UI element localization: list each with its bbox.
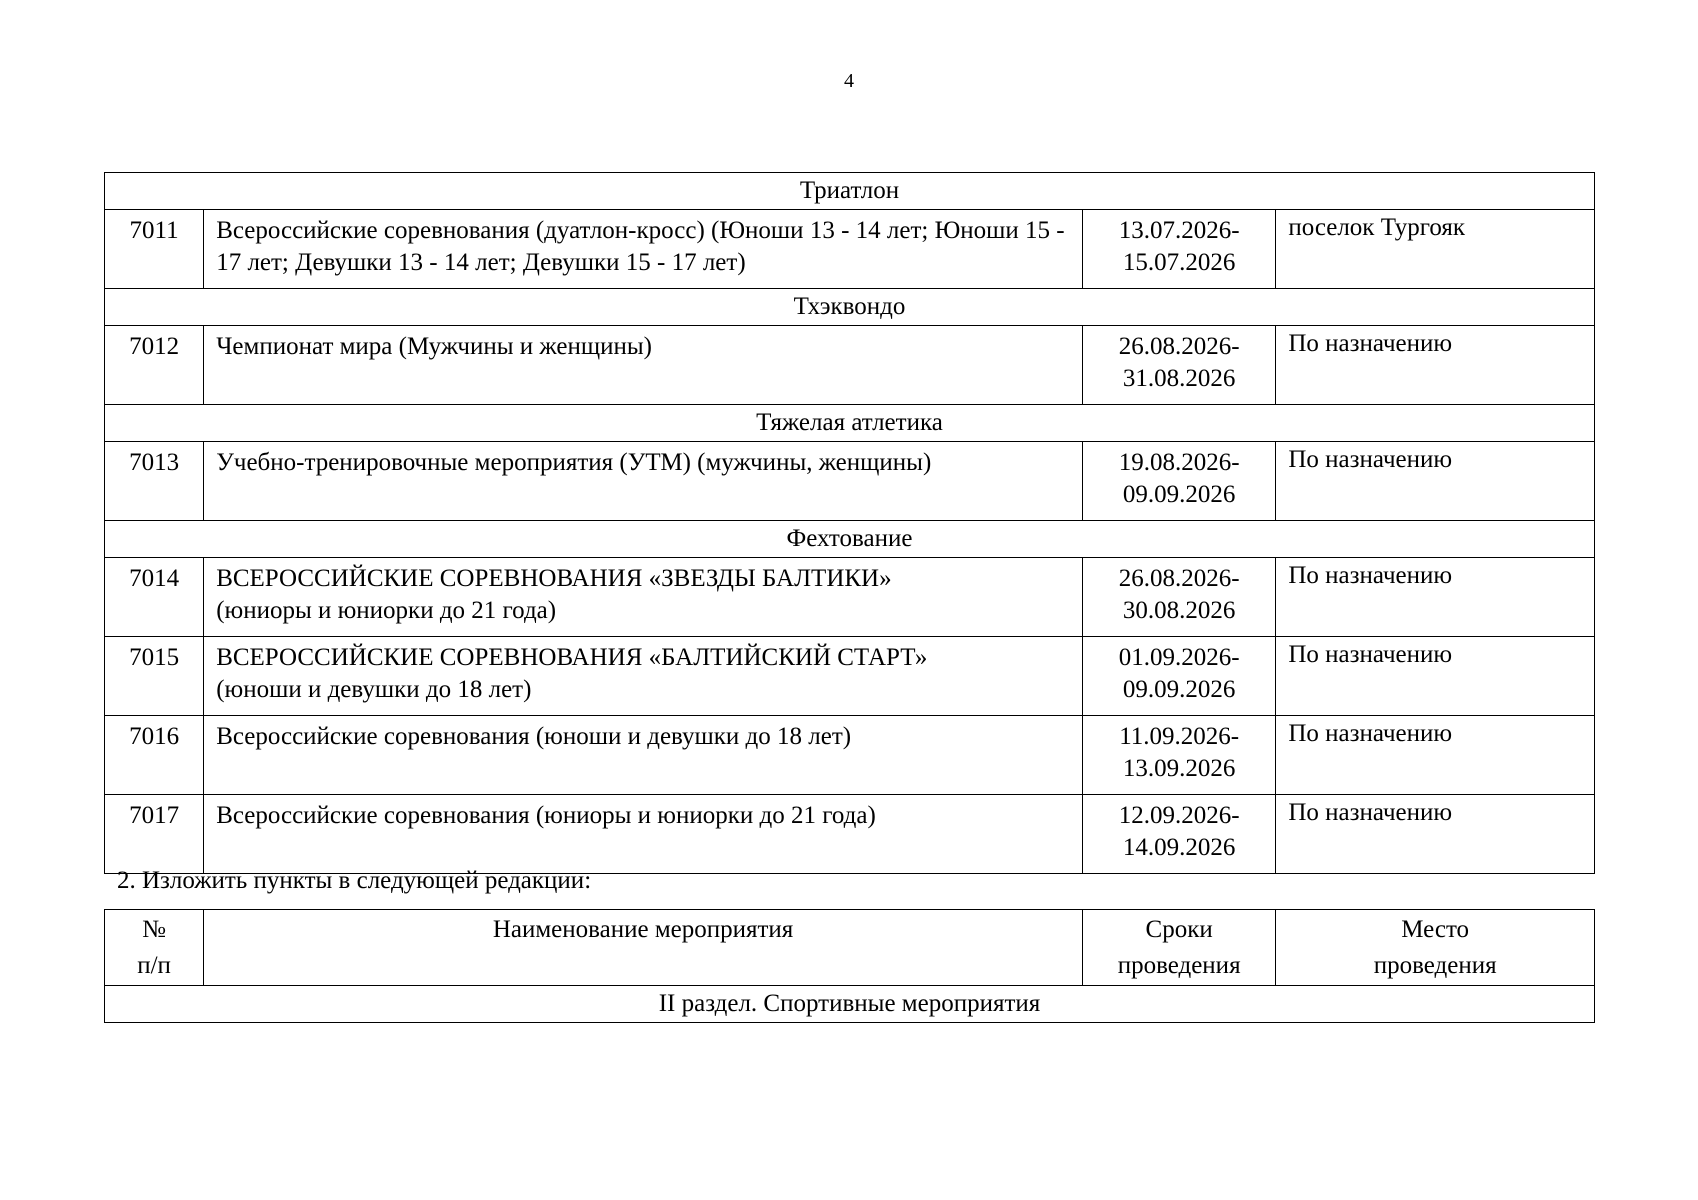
- event-name-category: (юниоры и юниорки до 21 года): [216, 597, 557, 624]
- event-place: По назначению: [1276, 558, 1595, 637]
- header-name: Наименование мероприятия: [204, 910, 1083, 986]
- date-to: 09.09.2026: [1122, 481, 1236, 508]
- event-name: Чемпионат мира (Мужчины и женщины): [204, 326, 1083, 405]
- section-row-taekwondo: [105, 289, 1595, 326]
- event-number: 7012: [105, 326, 204, 405]
- event-dates: [1082, 326, 1275, 405]
- event-name: Учебно-тренировочные мероприятия (УТМ) (мужчины, женщины): [204, 442, 1083, 521]
- table-row: [105, 210, 1595, 289]
- event-number: 7013: [105, 442, 204, 521]
- header-place: [1276, 910, 1595, 986]
- events-table: [104, 172, 1595, 874]
- table-row: [105, 637, 1595, 716]
- section-title: Триатлон: [105, 173, 1595, 210]
- date-to: 30.08.2026: [1122, 597, 1236, 624]
- header-place-line2: проведения: [1373, 951, 1497, 979]
- date-to: 09.09.2026: [1122, 676, 1236, 703]
- event-name: [204, 637, 1083, 716]
- date-from: 12.09.2026-: [1118, 802, 1240, 829]
- event-name: [204, 558, 1083, 637]
- header-dates: [1082, 910, 1275, 986]
- date-from: 01.09.2026-: [1118, 644, 1240, 671]
- event-dates: [1082, 637, 1275, 716]
- table-row: [105, 795, 1595, 874]
- section-row-fencing: [105, 521, 1595, 558]
- event-place: По назначению: [1276, 795, 1595, 874]
- section-title: Тхэквондо: [105, 289, 1595, 326]
- event-dates: [1082, 716, 1275, 795]
- event-number: 7015: [105, 637, 204, 716]
- header-num: [105, 910, 204, 986]
- events-header-table: [104, 909, 1595, 1023]
- header-dates-line2: проведения: [1117, 951, 1241, 979]
- date-from: 13.07.2026-: [1118, 217, 1240, 244]
- event-number: 7017: [105, 795, 204, 874]
- table-row: [105, 716, 1595, 795]
- section-title: II раздел. Спортивные мероприятия: [105, 986, 1595, 1023]
- page-number: 4: [844, 70, 854, 92]
- section-title: Фехтование: [105, 521, 1595, 558]
- date-to: 13.09.2026: [1122, 755, 1236, 782]
- event-dates: [1082, 558, 1275, 637]
- header-dates-line1: Сроки: [1145, 915, 1213, 943]
- event-place: По назначению: [1276, 716, 1595, 795]
- paragraph-text: 2. Изложить пункты в следующей редакции:: [117, 867, 592, 894]
- table-header-row: [105, 910, 1595, 986]
- date-to: 14.09.2026: [1122, 834, 1236, 861]
- date-from: 26.08.2026-: [1118, 333, 1240, 360]
- table-row: [105, 442, 1595, 521]
- date-to: 15.07.2026: [1122, 249, 1236, 276]
- event-number: 7016: [105, 716, 204, 795]
- date-to: 31.08.2026: [1122, 365, 1236, 392]
- event-name: Всероссийские соревнования (юниоры и юниорки до 21 года): [204, 795, 1083, 874]
- event-place: По назначению: [1276, 637, 1595, 716]
- header-place-line1: Место: [1401, 915, 1470, 943]
- event-place: поселок Тургояк: [1276, 210, 1595, 289]
- table-row: [105, 326, 1595, 405]
- section-title: Тяжелая атлетика: [105, 405, 1595, 442]
- section-row-triathlon: [105, 173, 1595, 210]
- date-from: 11.09.2026-: [1119, 723, 1240, 750]
- section-row-weightlifting: [105, 405, 1595, 442]
- event-dates: [1082, 210, 1275, 289]
- header-num-symbol: №: [142, 915, 167, 943]
- event-dates: [1082, 442, 1275, 521]
- section-row-sport-events: [105, 986, 1595, 1023]
- event-place: По назначению: [1276, 442, 1595, 521]
- event-name-title: ВСЕРОССИЙСКИЕ СОРЕВНОВАНИЯ «БАЛТИЙСКИЙ СТАРТ»: [216, 644, 928, 671]
- event-name-title: ВСЕРОССИЙСКИЕ СОРЕВНОВАНИЯ «ЗВЕЗДЫ БАЛТИКИ»: [216, 565, 892, 592]
- date-from: 26.08.2026-: [1118, 565, 1240, 592]
- event-number: 7011: [105, 210, 204, 289]
- table-row: [105, 558, 1595, 637]
- date-from: 19.08.2026-: [1118, 449, 1240, 476]
- event-name: Всероссийские соревнования (юноши и девушки до 18 лет): [204, 716, 1083, 795]
- event-place: По назначению: [1276, 326, 1595, 405]
- event-number: 7014: [105, 558, 204, 637]
- header-num-label: п/п: [137, 951, 171, 979]
- event-dates: [1082, 795, 1275, 874]
- event-name-category: (юноши и девушки до 18 лет): [216, 676, 532, 703]
- event-name: Всероссийские соревнования (дуатлон-кросс) (Юноши 13 - 14 лет; Юноши 15 - 17 лет; Девушки 13 - 14 лет; Девушки 15 - 17 лет): [204, 210, 1083, 289]
